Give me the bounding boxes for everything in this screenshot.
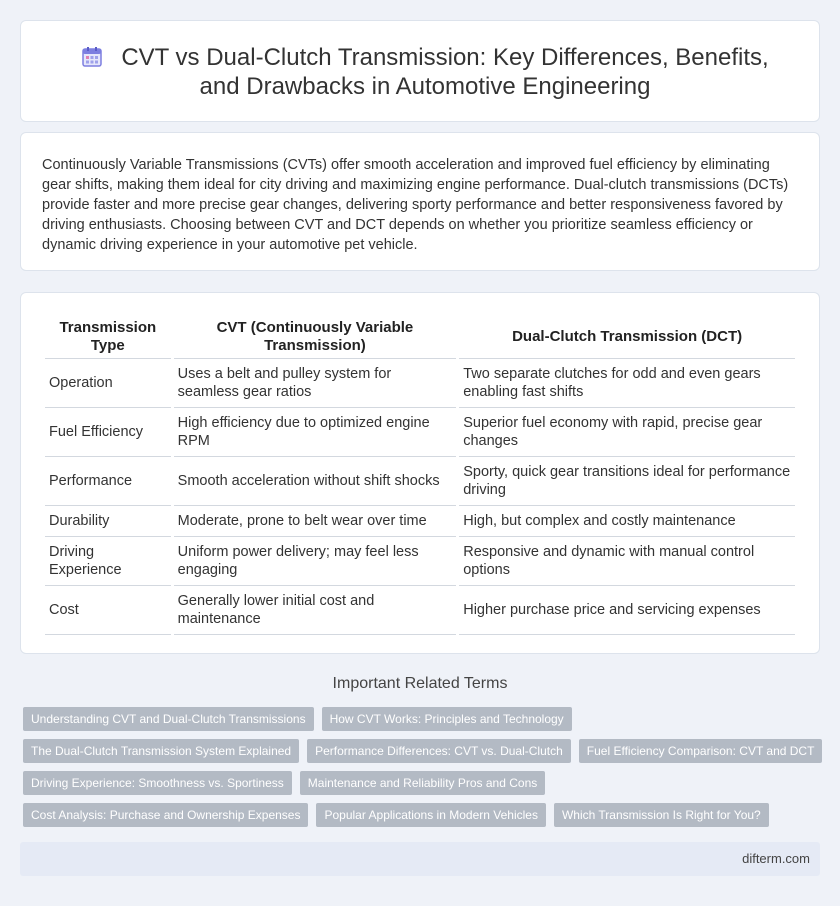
table-cell: Smooth acceleration without shift shocks [174,457,457,506]
title-wrap [61,43,789,101]
related-term-tag[interactable]: Understanding CVT and Dual-Clutch Transmissions [23,707,314,731]
header-card [20,20,820,122]
table-header-cell: CVT (Continuously Variable Transmission) [174,315,457,359]
table-cell: Uniform power delivery; may feel less engaging [174,537,457,586]
calendar-icon [81,46,103,68]
tag-row [23,803,823,827]
related-terms-title: Important Related Terms [332,675,508,692]
table-row [45,506,795,537]
related-term-tag[interactable]: Driving Experience: Smoothness vs. Sportiness [23,771,292,795]
table-cell: Fuel Efficiency [45,408,171,457]
intro-card [20,132,820,271]
related-term-tag[interactable]: Fuel Efficiency Comparison: CVT and DCT [579,739,823,763]
table-row [45,586,795,635]
related-term-tag[interactable]: Popular Applications in Modern Vehicles [316,803,545,827]
related-term-tag[interactable]: Cost Analysis: Purchase and Ownership Expenses [23,803,308,827]
intro-paragraph: Continuously Variable Transmissions (CVTs) offer smooth acceleration and improved fuel efficiency by eliminating gear shifts, making them ideal for city driving and maximizing engine performance. Dual-clutch transmissions (DCTs) provide faster and more precise gear changes, delivering sporty performance and better responsiveness favored by driving enthusiasts. Choosing between CVT and DCT depends on whether you prioritize seamless efficiency or dynamic driving experience in your automotive pet vehicle. [42,157,789,253]
table-cell: Responsive and dynamic with manual control options [459,537,795,586]
table-cell: Generally lower initial cost and maintenance [174,586,457,635]
tag-row [23,739,823,763]
table-header-cell: Dual-Clutch Transmission (DCT) [459,315,795,359]
related-term-tag[interactable]: The Dual-Clutch Transmission System Explained [23,739,299,763]
footer-site-link[interactable]: difterm.com [742,851,810,866]
comparison-table [42,315,798,635]
footer [20,842,820,876]
table-cell: Performance [45,457,171,506]
table-row [45,408,795,457]
table-header-cell: Transmission Type [45,315,171,359]
table-cell: Sporty, quick gear transitions ideal for performance driving [459,457,795,506]
table-cell: Operation [45,359,171,408]
related-term-tag[interactable]: How CVT Works: Principles and Technology [322,707,572,731]
comparison-table-card [20,292,820,654]
related-terms-list [23,707,823,835]
table-cell: Uses a belt and pulley system for seamless gear ratios [174,359,457,408]
page-title [61,43,789,101]
page-title-text: CVT vs Dual-Clutch Transmission: Key Differences, Benefits, and Drawbacks in Automotive Engineering [121,44,769,100]
table-cell: Higher purchase price and servicing expenses [459,586,795,635]
table-row [45,537,795,586]
table-cell: Superior fuel economy with rapid, precise gear changes [459,408,795,457]
table-cell: Moderate, prone to belt wear over time [174,506,457,537]
related-term-tag[interactable]: Performance Differences: CVT vs. Dual-Clutch [307,739,571,763]
table-cell: Two separate clutches for odd and even gears enabling fast shifts [459,359,795,408]
tag-row [23,707,823,731]
table-row [45,457,795,506]
table-row [45,359,795,408]
table-cell: High, but complex and costly maintenance [459,506,795,537]
table-cell: Cost [45,586,171,635]
related-term-tag[interactable]: Maintenance and Reliability Pros and Cons [300,771,545,795]
table-cell: Durability [45,506,171,537]
related-term-tag[interactable]: Which Transmission Is Right for You? [554,803,769,827]
tag-row [23,771,823,795]
table-header-row [45,315,795,359]
table-cell: Driving Experience [45,537,171,586]
table-cell: High efficiency due to optimized engine RPM [174,408,457,457]
